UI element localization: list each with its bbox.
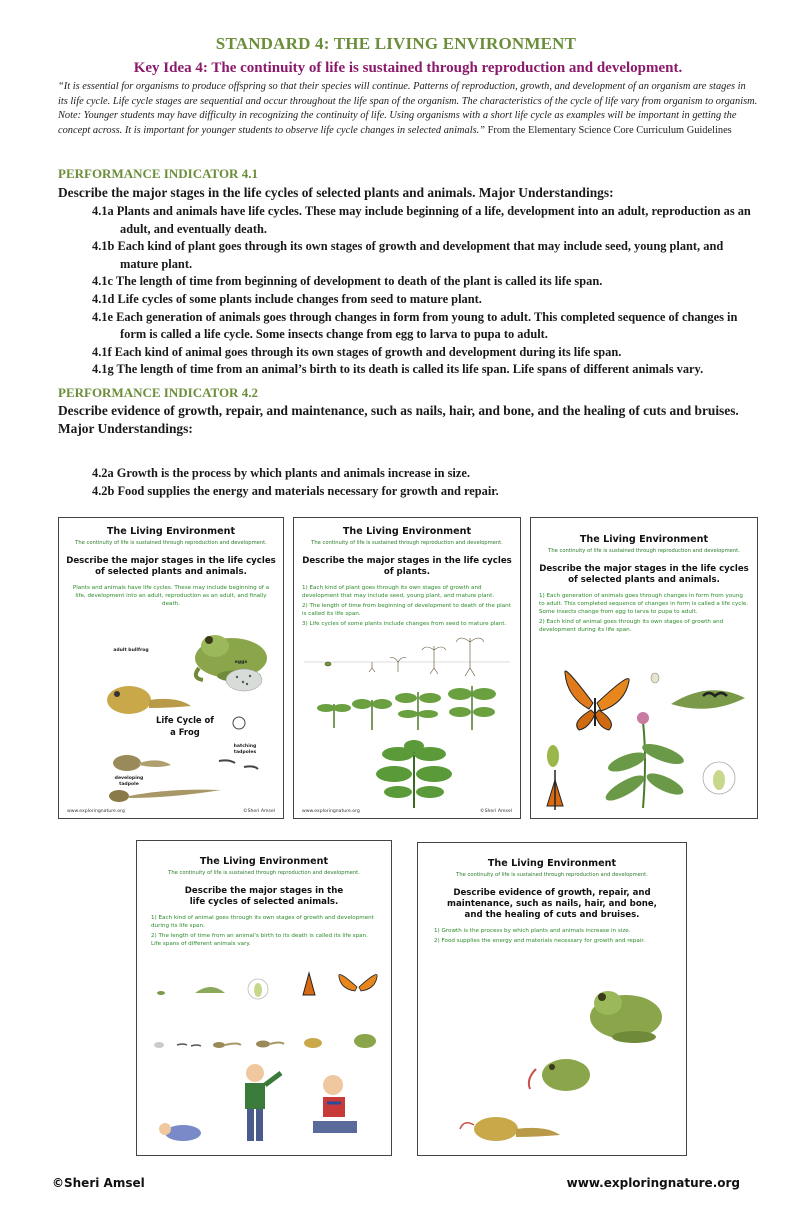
young-plant-icon bbox=[317, 686, 496, 730]
list-item: 4.1a Plants and animals have life cycles. These may include beginning of a life, development into an adult, reproduction as an adult, and eventually death. bbox=[92, 204, 751, 236]
froglet-icon bbox=[460, 1117, 560, 1141]
card-heading: Describe the major stages in the life cycles of selected plants and animals. bbox=[539, 564, 749, 585]
card-subtitle: The continuity of life is sustained through reproduction and development. bbox=[311, 540, 503, 546]
card-heading: Describe the major stages in the life cycles of plants. bbox=[302, 556, 512, 577]
card-frog-life-cycle bbox=[58, 517, 284, 819]
pi1-description: Describe the major stages in the life cycles of selected plants and animals. Major Understandings: bbox=[58, 185, 614, 200]
card-author: ©Sheri Amsel bbox=[480, 809, 512, 814]
life-cycle-title: Life Cycle of a Frog bbox=[156, 715, 214, 737]
child-icon bbox=[245, 1064, 281, 1141]
adult-frog-icon bbox=[590, 991, 662, 1043]
frog-stages-icon bbox=[154, 1034, 376, 1048]
pi2-description: Describe evidence of growth, repair, and maintenance, such as nails, hair, and bone, and the healing of cuts and bruises. Major Understandings: bbox=[58, 403, 739, 436]
baby-icon bbox=[159, 1123, 201, 1141]
pi2-heading: PERFORMANCE INDICATOR 4.2 bbox=[58, 385, 258, 400]
label-eggs: eggs bbox=[234, 660, 248, 665]
card-author: ©Sheri Amsel bbox=[243, 809, 275, 814]
footer-website: www.exploringnature.org bbox=[566, 1176, 740, 1190]
card-line: 1) Each kind of animal goes through its own stages of growth and development during its life span. bbox=[151, 915, 374, 929]
card-heading: Describe the major stages in the life cycles of selected plants and animals. bbox=[66, 556, 276, 577]
chrysalis-icon bbox=[547, 745, 735, 794]
card-subtitle: The continuity of life is sustained through reproduction and development. bbox=[75, 540, 267, 546]
card-line: 2) Each kind of animal goes through its own stages of growth and development during its life span. bbox=[539, 619, 724, 633]
card-plant-life-cycle bbox=[293, 517, 521, 819]
frog-illustrations bbox=[59, 518, 284, 819]
standard-title: STANDARD 4: THE LIVING ENVIRONMENT bbox=[215, 34, 577, 53]
list-item: 4.1d Life cycles of some plants include changes from seed to mature plant. bbox=[92, 291, 482, 306]
card-subtitle: The continuity of life is sustained through reproduction and development. bbox=[548, 548, 740, 554]
card-line: 2) The length of time from beginning of development to death of the plant is called its life span. bbox=[302, 603, 511, 617]
egg-icon bbox=[651, 673, 659, 683]
card-line: 2) The length of time from an animal's birth to its death is called its life span. Life spans of different animals vary. bbox=[151, 933, 368, 947]
card-line: 1) Each generation of animals goes through changes in form from young to adult. This completed sequence of changes in form is called a life cycle. Some insects change from egg to larva to pupa to adult. bbox=[539, 593, 749, 615]
froglet-icon bbox=[107, 686, 191, 714]
butterfly-stages-icon bbox=[157, 973, 377, 999]
list-item: 4.1e Each generation of animals goes through changes in form from young to adult. This completed sequence of changes in form is called a life cycle. Some insects change from egg to larva to pupa to adult. bbox=[92, 309, 738, 342]
card-footer bbox=[67, 809, 275, 814]
list-item: 4.2a Growth is the process by which plants and animals increase in size. bbox=[92, 466, 470, 480]
intro-paragraph bbox=[58, 80, 758, 138]
label-developing-tadpole: developing tadpole bbox=[114, 776, 144, 787]
caterpillar-on-leaf-icon bbox=[671, 690, 745, 709]
card-animal-life-spans bbox=[136, 840, 392, 1156]
card-line: 1) Growth is the process by which plants and animals increase in size. bbox=[434, 928, 631, 934]
card-website: www.exploringnature.org bbox=[302, 809, 360, 814]
label-adult-bullfrog: adult bullfrog bbox=[113, 648, 149, 653]
list-item: 4.1g The length of time from an animal’s birth to its death is called its life span. Life spans of different animals vary. bbox=[92, 362, 704, 377]
young-frog-icon bbox=[529, 1059, 590, 1091]
card-title: The Living Environment bbox=[199, 856, 329, 867]
list-item: 4.1b Each kind of plant goes through its own stages of growth and development that may include seed, young plant, and mature plant. bbox=[92, 239, 724, 271]
footer-copyright: ©Sheri Amsel bbox=[52, 1176, 145, 1190]
key-idea: Key Idea 4: The continuity of life is sustained through reproduction and development. bbox=[133, 60, 683, 76]
card-line: 3) Life cycles of some plants include changes from seed to mature plant. bbox=[302, 621, 507, 627]
plant-stage-illustrations bbox=[294, 518, 521, 819]
card-title: The Living Environment bbox=[342, 526, 472, 537]
butterfly-icon bbox=[565, 671, 629, 730]
butterfly-illustrations bbox=[531, 518, 758, 819]
card-title: The Living Environment bbox=[487, 858, 617, 869]
emerging-butterfly-icon bbox=[547, 770, 563, 810]
card-butterfly-life-cycle bbox=[530, 517, 758, 819]
eggs-icon bbox=[226, 669, 262, 691]
card-heading: Describe evidence of growth, repair, and maintenance, such as nails, hair, and bone, and the healing of cuts and bruises. bbox=[447, 888, 657, 920]
card-subtitle: The continuity of life is sustained through reproduction and development. bbox=[456, 872, 648, 878]
card-title: The Living Environment bbox=[106, 526, 236, 537]
mature-plant-icon bbox=[376, 740, 452, 808]
milkweed-plant-icon bbox=[602, 712, 686, 808]
card-website: www.exploringnature.org bbox=[67, 809, 125, 814]
intro-source: From the Elementary Science Core Curriculum Guidelines bbox=[487, 124, 732, 136]
older-child-icon bbox=[313, 1075, 357, 1133]
pi2-items bbox=[92, 465, 752, 500]
card-line: 2) Food supplies the energy and materials necessary for growth and repair. bbox=[434, 938, 645, 944]
intro-text: “It is essential for organisms to produce offspring so that their species will continue. Patterns of reproduction, growth, and development of an organism are stages in its life cycle. Life cycle stages are sequential and occur throughout the life span of the organism. The characteristics of the cycle of life vary from organism to organism. Note: Younger students may have difficulty in recognizing the continuity of life. Using organisms with a short life cycle as examples will be important in getting the concept across. It is important for younger students to observe life cycle changes in selected animals.” bbox=[58, 81, 758, 136]
card-line: 1) Each kind of plant goes through its own stages of growth and development that may include seed, young plant, and mature plant. bbox=[302, 585, 495, 599]
card-growth-repair bbox=[417, 842, 687, 1156]
card-subtitle: The continuity of life is sustained through reproduction and development. bbox=[168, 870, 360, 876]
frog-growth-illustrations bbox=[418, 843, 687, 1156]
hatching-tadpoles-icon bbox=[219, 717, 258, 769]
card-footer bbox=[302, 809, 512, 814]
animal-lifespan-illustrations bbox=[137, 841, 392, 1156]
label-hatching-tadpoles: hatching tadpoles bbox=[233, 744, 257, 755]
list-item: 4.1c The length of time from beginning of development to death of the plant is called its life span. bbox=[92, 274, 603, 289]
list-item: 4.1f Each kind of animal goes through its own stages of growth and development during its life span. bbox=[92, 344, 622, 359]
card-title: The Living Environment bbox=[579, 534, 709, 545]
pi1-heading: PERFORMANCE INDICATOR 4.1 bbox=[58, 166, 258, 181]
seedling-icon bbox=[304, 638, 510, 676]
card-text: Plants and animals have life cycles. These may include beginning of a life, development into an adult, reproduction as an adult, and finally death. bbox=[72, 585, 270, 607]
pi1-items bbox=[92, 203, 752, 379]
list-item: 4.2b Food supplies the energy and materials necessary for growth and repair. bbox=[92, 483, 499, 498]
card-heading: Describe the major stages in the life cycles of selected animals. bbox=[184, 886, 344, 907]
